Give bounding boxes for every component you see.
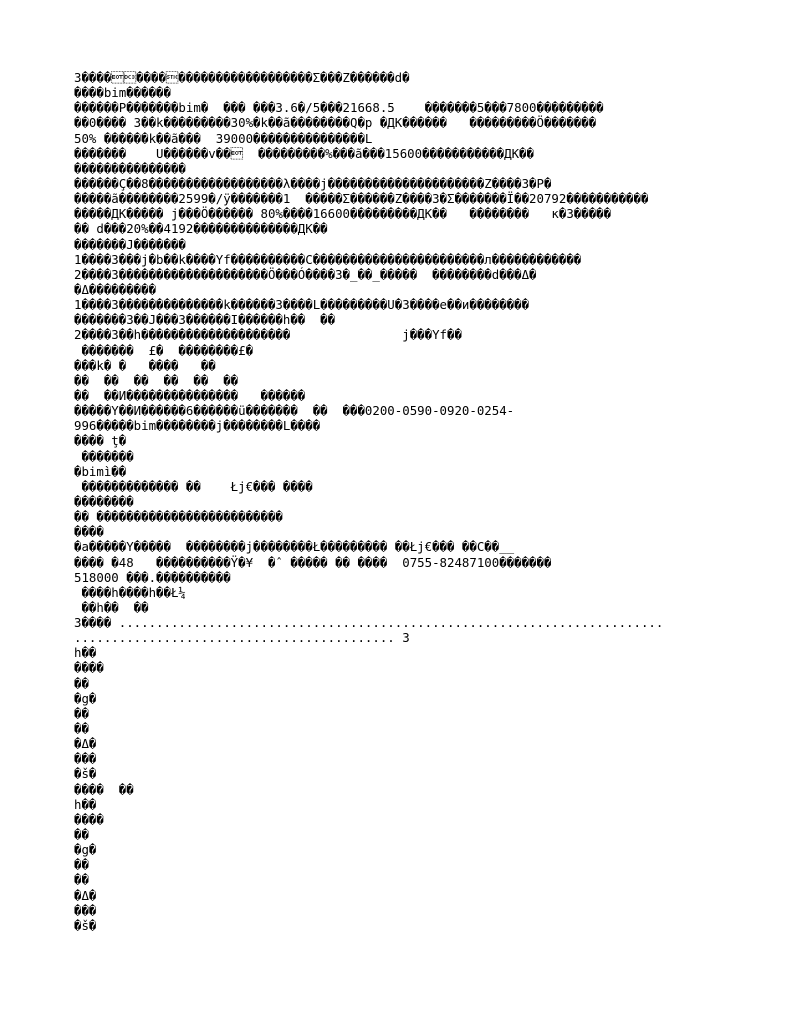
- text-line: �Δ���������: [74, 281, 157, 297]
- text-line: �����Y��И������6������ü������� �� ���0200-0590-0920-0254-: [74, 403, 515, 419]
- text-line: ��0���� 3��k���������30%�k��ã��������Q�p �ДК������ ���������Ö�������: [74, 115, 597, 131]
- text-line: ��: [74, 705, 89, 721]
- text-line: ������Ç��8������������������λ����j���������������������Z����3�P�: [74, 175, 552, 191]
- text-line: ��: [74, 827, 89, 843]
- text-line: �š�: [74, 917, 97, 933]
- text-line: ������� £� ��������£�: [74, 342, 254, 358]
- text-line: ���� �48 ����������Ÿ�¥ �ˆ ����� �� ���� 0755-82487100�������: [74, 554, 552, 570]
- text-line: �g�: [74, 690, 97, 706]
- text-line: ���: [74, 902, 97, 918]
- text-line: ���� ��: [74, 781, 134, 797]
- text-line: �Δ�: [74, 736, 97, 752]
- text-line: �������3��J���3������I������h�� ��: [74, 312, 336, 328]
- text-line: h��: [74, 645, 97, 661]
- text-line: 2����3��h�������������������� j���Yf��: [74, 327, 462, 343]
- text-line: h��: [74, 796, 97, 812]
- text-line: 1����3���j�b��k����Yf����������C�����������������������л������������: [74, 251, 582, 267]
- text-line: ���k� � ���� ��: [74, 357, 216, 373]
- text-line: 2����3��������������������Ö���Ó����3�_��_����� ��������d���Δ�: [74, 266, 537, 282]
- text-line: �bimì��: [74, 463, 127, 479]
- text-line: ��: [74, 872, 89, 888]
- text-line: ��h�� ��: [74, 599, 149, 615]
- text-line: ���: [74, 751, 97, 767]
- text-line: �����ДК����� j���Ö������ 80%����16600���������ДК�� �������� к�3�����: [74, 206, 612, 222]
- text-line: ���� ţ�: [74, 433, 127, 449]
- text-line: ��: [74, 675, 89, 691]
- text-line: ����: [74, 811, 104, 827]
- text-line: �a�����Y����� ��������j��������Ł��������� ��Łj€��� ��C��__: [74, 539, 515, 555]
- text-line: �g�: [74, 842, 97, 858]
- text-line: �š�: [74, 766, 97, 782]
- text-line: ���������������: [74, 160, 186, 176]
- text-line: �������: [74, 448, 134, 464]
- text-line: �� ��И��������������� ������: [74, 387, 306, 403]
- text-line: �� �� �� �� �� ��: [74, 372, 239, 388]
- text-line: ����bim������: [74, 85, 171, 101]
- text-line: 50% ������k��ã��� 39000���������������L: [74, 130, 373, 146]
- toc-entry: 3���� .........................................................................: [74, 615, 664, 631]
- text-line: ��: [74, 857, 89, 873]
- text-line: 996�����bim��������j��������L����: [74, 418, 321, 434]
- text-line: 518000 ���.����������: [74, 569, 231, 585]
- text-line: �������J�������: [74, 236, 186, 252]
- text-line: ������P�������bim� ��� ���3.6�/5���21668.5 �������5���7800���������: [74, 100, 604, 116]
- text-line: ������� U������v�� ���������%���ã���15600�����������ДК��: [74, 145, 534, 161]
- text-line: �� d���20%��4192��������������ДК��: [74, 221, 328, 237]
- text-line: ����: [74, 660, 104, 676]
- document-page: [74, 70, 724, 933]
- text-line: 1����3��������������k������3����L���������U�3����e��и��������: [74, 297, 530, 313]
- text-line: 3��������������������������Σ���Z������d�: [74, 70, 410, 85]
- text-line: �Δ�: [74, 887, 97, 903]
- toc-entry-page: ........................................... 3: [74, 630, 410, 646]
- text-line: ��������: [74, 493, 134, 509]
- text-line: �����ã��������2599�/ÿ�������1 �����Σ������Z����3�Σ�������Ï��20792�����������: [74, 191, 649, 207]
- text-line: ����h����h��Ł¼: [74, 584, 186, 600]
- text-line: �� �������������������������: [74, 509, 283, 525]
- text-line: ������������� �� Łj€��� ����: [74, 478, 313, 494]
- text-line: ����: [74, 524, 104, 540]
- text-line: ��: [74, 721, 89, 737]
